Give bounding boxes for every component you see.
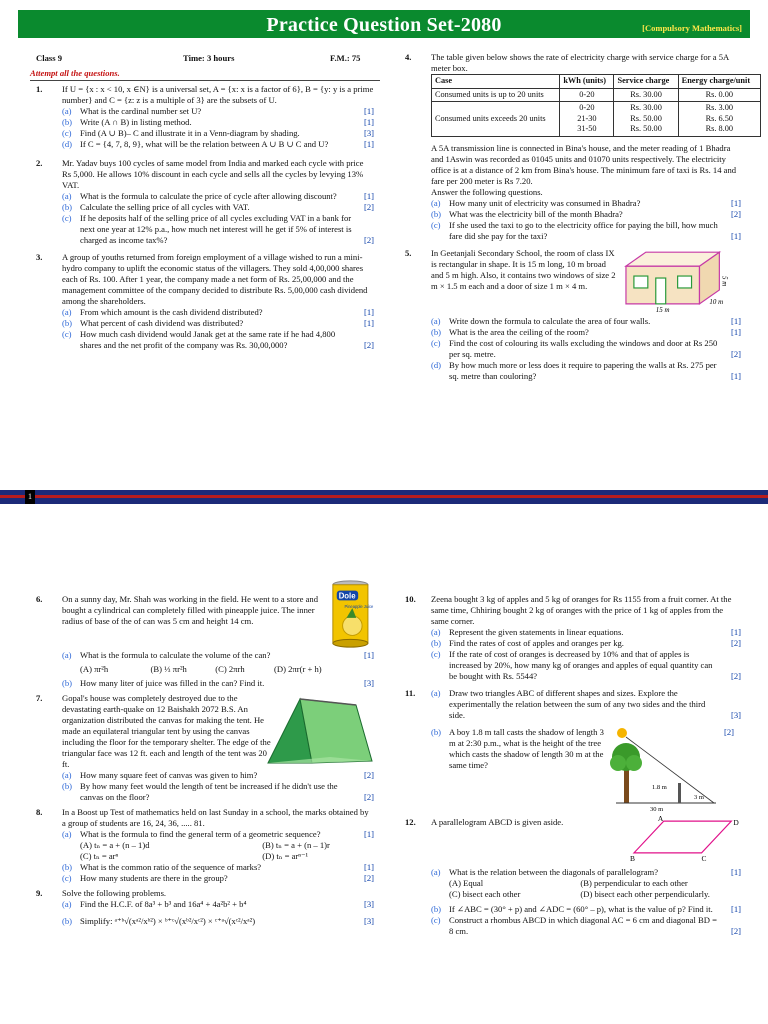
- part-marks: [2]: [363, 770, 374, 780]
- question-part: [62, 307, 374, 318]
- can-brand: Dole: [338, 591, 356, 601]
- page-title: Practice Question Set-2080: [266, 14, 502, 36]
- vertex-d: D: [733, 818, 739, 828]
- question-text: A parallelogram ABCD is given aside.: [431, 817, 564, 827]
- part-text: If C = {4, 7, 8, 9}, what will be the relation between A ∪ B ∪ C and U?: [80, 139, 329, 149]
- part-label: (b): [62, 781, 73, 791]
- question-part: [62, 117, 374, 128]
- tree-shadow-figure: [610, 727, 720, 813]
- part-text: If he deposits half of the selling price of all cycles excluding VAT in a bank for next one year at 12% p.a., how much net interest will he get if 5% of interest is charged as income tax%?: [80, 213, 352, 245]
- question-text: In Geetanjali Secondary School, the room of class IX is rectangular in shape. It is 15 m long, 10 m broad and 5 m high. Also, it contains two windows of size 2 m × 1.5 m each and a door of size 1 m × 4 m.: [431, 248, 616, 292]
- question-part: [431, 209, 741, 220]
- question-part: [62, 128, 374, 139]
- part-marks: [2]: [363, 202, 374, 212]
- part-label: (a): [62, 770, 72, 780]
- part-label: (a): [431, 627, 441, 637]
- part-marks: [2]: [363, 235, 374, 245]
- table-cell: Consumed units exceeds 20 units: [432, 102, 560, 137]
- part-label: (c): [431, 338, 441, 349]
- answer-options: [431, 878, 741, 900]
- part-label: (c): [62, 128, 72, 138]
- part-text: How many unit of electricity was consumed in Bhadra?: [449, 198, 641, 209]
- marks: [2]: [724, 727, 735, 737]
- part-text: If she used the taxi to go to the electricity office for paying the bill, how much fare did she pay for the taxi?: [449, 220, 718, 242]
- table-header: Case: [432, 75, 560, 89]
- part-text: How many square feet of canvas was given to him?: [80, 770, 258, 780]
- question-number: 3.: [36, 252, 43, 262]
- question-part: [431, 327, 741, 338]
- question-part: [431, 338, 741, 360]
- option: (D) bisect each other perpendicularly.: [580, 889, 710, 899]
- part-label: (a): [62, 106, 72, 116]
- question-number: 5.: [405, 248, 412, 259]
- part-marks: [2]: [363, 792, 374, 802]
- part-b: (b) How many liter of juice was filled in the can? Find it. [3]: [62, 678, 374, 688]
- part-label: (b): [62, 202, 73, 212]
- option: (B) perpendicular to each other: [580, 878, 688, 888]
- question-part: [62, 770, 374, 781]
- part-text: What is the area the ceiling of the room?: [449, 327, 589, 338]
- question-part: [431, 649, 741, 682]
- question-part: [62, 781, 374, 803]
- question-text: In a Boost up Test of mathematics held on last Sunday in a school, the marks obtained by a group of students are 16, 24, 36, ..... 81.: [62, 807, 369, 828]
- room-figure: [620, 248, 741, 316]
- question-11: [405, 688, 741, 813]
- part-a: (a) What is the relation between the diagonals of parallelogram? [1]: [431, 867, 741, 877]
- part-label: (b): [62, 318, 73, 328]
- part-text: Write (A ∩ B) in listing method.: [80, 117, 192, 127]
- part-marks: [1]: [363, 307, 374, 317]
- part-label: (c): [62, 329, 72, 339]
- table-cell: 0-20: [560, 88, 614, 102]
- part-label: (d): [431, 360, 442, 371]
- part-marks: [2]: [730, 209, 741, 220]
- part-label: (d): [62, 139, 73, 149]
- question-part: [431, 220, 741, 242]
- part-text: How much cash dividend would Janak get at the same rate if he had 4,800 shares and the net profit of the company was Rs. 30,00,000?: [80, 329, 336, 350]
- part-marks: [1]: [730, 316, 741, 327]
- table-header: Energy charge/unit: [678, 75, 760, 89]
- question-part: [62, 191, 374, 202]
- option: (C) bisect each other: [449, 889, 521, 899]
- part-marks: [2]: [730, 349, 741, 360]
- part-text: By how much more or less does it require to papering the walls at Rs. 275 per sq. metre than couloring?: [449, 360, 717, 382]
- question-number: 9.: [36, 888, 43, 898]
- height-label: 5 m: [720, 276, 729, 287]
- question-part: [431, 198, 741, 209]
- tree-shadow-label: 30 m: [650, 806, 664, 813]
- question-text: Zeena bought 3 kg of apples and 5 kg of oranges for Rs 1155 from a fruit corner. At the same time, Chhiring bought 2 kg of oranges with the price of 1 kg of apples from the same corner.: [431, 594, 732, 626]
- part-a: (a) Draw two triangles ABC of different shapes and sizes. Explore the experimentally the relation between the sum of any two sides and the third side. [3]: [431, 688, 741, 720]
- part-text: What percent of cash dividend was distributed?: [80, 318, 244, 328]
- option: (A) tₙ = a + (n – 1)d: [80, 840, 150, 850]
- question-number: 8.: [36, 807, 43, 817]
- juice-can-image: [327, 578, 374, 650]
- vertex-b: B: [629, 853, 635, 863]
- part-b: (b) If ∠ABC = (30° + p) and ∠ADC = (60° – p), what is the value of p? Find it. [1]: [431, 904, 741, 914]
- vertex-a: A: [657, 814, 663, 824]
- part-a: (a) What is the formula to calculate the volume of the can? [1]: [62, 650, 374, 660]
- question-text: If U = {x : x < 10, x ∈N} is a universal set, A = {x: x is a factor of 6}, B = {y: y is a prime number} and C = {z: z is a multiple of 3} are the subsets of U.: [62, 84, 374, 105]
- question-text: Solve the following problems.: [62, 888, 167, 898]
- question-part: [431, 627, 741, 638]
- page-header: [18, 10, 750, 38]
- part-c: (c) How many students are there in the group? [2]: [62, 873, 374, 883]
- question-number: 4.: [405, 52, 412, 62]
- question-5: [405, 248, 741, 382]
- right-column-page2: [405, 594, 741, 941]
- part-marks: [1]: [730, 198, 741, 209]
- table-cell: Rs. 0.00: [678, 88, 760, 102]
- option: (A) πr²h: [80, 664, 109, 674]
- question-3: [36, 252, 374, 351]
- question-number: 12.: [405, 817, 416, 827]
- table-cell: Rs. 30.00: [614, 88, 678, 102]
- can-label: Pineapple Juice: [344, 604, 374, 610]
- question-number: 7.: [36, 693, 43, 703]
- question-1: [36, 84, 374, 150]
- part-b: (b) A boy 1.8 m tall casts the shadow of length 3 m at 2:30 p.m., what is the height of the tree which casts the shadow of length 30 m at the same time?: [431, 727, 604, 770]
- part-marks: [1]: [363, 117, 374, 127]
- length-label: 15 m: [655, 305, 670, 314]
- table-header: kWh (units): [560, 75, 614, 89]
- question-part: [431, 360, 741, 382]
- parallelogram-figure: [630, 813, 741, 863]
- answer-options: [62, 664, 374, 675]
- right-column-page1: [405, 52, 751, 386]
- full-marks-label: F.M.: 75: [330, 53, 361, 63]
- boy-height-label: 1.8 m: [652, 784, 667, 791]
- question-part: [431, 316, 741, 327]
- part-text: Write down the formula to calculate the area of four walls.: [449, 316, 651, 327]
- part-marks: [2]: [363, 340, 374, 350]
- answer-options: [62, 840, 374, 862]
- part-label: (a): [431, 198, 441, 209]
- question-number: 11.: [405, 688, 416, 698]
- question-number: 1.: [36, 84, 43, 94]
- part-text: What is the formula to calculate the price of cycle after allowing discount?: [80, 191, 337, 201]
- part-text: From which amount is the cash dividend distributed?: [80, 307, 263, 317]
- option: (A) Equal: [449, 878, 484, 888]
- question-number: 2.: [36, 158, 43, 168]
- question-text: On a sunny day, Mr. Shah was working in the field. He went to a store and bought a cylindrical can completely filled with pineapple juice. The inner radius of base of the of can was 5 cm and height 14 cm.: [62, 594, 319, 626]
- part-label: (c): [62, 213, 72, 223]
- part-label: (b): [431, 209, 442, 220]
- question-part: [431, 638, 741, 649]
- option: (B) tₙ = a + (n – 1)r: [262, 840, 330, 850]
- part-b: (b) Simplify: ᵃ⁺ᵇ√(xᵃ²/xᵇ²) × ᵇ⁺ᶜ√(xᵇ²/xᶜ²) × ᶜ⁺ᵃ√(xᶜ²/xᵃ²) [3]: [62, 916, 374, 926]
- part-text: What is the cardinal number set U?: [80, 106, 202, 116]
- table-cell: Rs. 3.00 Rs. 6.50 Rs. 8.00: [678, 102, 760, 137]
- part-marks: [1]: [730, 231, 741, 242]
- part-marks: [3]: [363, 128, 374, 138]
- time-label: Time: 3 hours: [183, 53, 235, 63]
- question-part: [62, 106, 374, 117]
- part-label: (c): [431, 220, 441, 231]
- option: (D) tₙ = arⁿ⁻¹: [262, 851, 309, 861]
- question-number: 10.: [405, 594, 416, 604]
- part-label: (b): [431, 638, 442, 648]
- page-separator: [0, 490, 768, 504]
- part-label: (a): [431, 316, 441, 327]
- part-text: Find the cost of colouring its walls excluding the windows and door at Rs 250 per sq. metre.: [449, 338, 718, 360]
- part-marks: [1]: [730, 327, 741, 338]
- part-text: Calculate the selling price of all cycles with VAT.: [80, 202, 250, 212]
- instruction: Attempt all the questions.: [30, 68, 120, 78]
- question-text: Gopal's house was completely destroyed due to the devastating earth-quake on 12 Baishakh 2072 B.S. An organization distributed the canvas for making the tent. He made an equilateral triangular tent by using the canvas including the floor for the temporary shelter. The edge of the triangular face was 12 ft. each and length of the tent was 20 ft.: [62, 693, 271, 769]
- option: (B) ⅓ πr²h: [150, 664, 187, 674]
- boy-shadow-label: 3 m: [694, 794, 704, 801]
- part-marks: [2]: [730, 638, 741, 648]
- part-label: (c): [431, 649, 441, 659]
- vertex-c: C: [701, 853, 707, 863]
- question-part: [62, 318, 374, 329]
- question-paragraph: A 5A transmission line is connected in Bina's house, and the meter reading of 1 Bhadra and 1Aswin was recorded as 01045 units and 01070 units respectively. The electricity office is at a distance of 2 km from Bina's house. The minimum fare of taxi is Rs. 14 and fare per 200 meter is Rs 7.20.: [431, 143, 737, 187]
- option: (C) 2πrh: [215, 664, 245, 674]
- question-part: [62, 139, 374, 150]
- page-number: 1: [25, 490, 35, 504]
- question-2: [36, 158, 374, 246]
- part-text: Find the rates of cost of apples and oranges per kg.: [449, 638, 624, 648]
- part-c: (c) Construct a rhombus ABCD in which diagonal AC = 6 cm and diagonal BD = 8 cm. [2]: [431, 915, 741, 936]
- question-9: [36, 888, 374, 927]
- part-b: (b) What is the common ratio of the sequence of marks? [1]: [62, 862, 374, 872]
- part-a: (a) What is the formula to find the general term of a geometric sequence? [1]: [62, 829, 374, 839]
- part-label: (b): [431, 327, 442, 338]
- part-marks: [2]: [730, 671, 741, 681]
- part-text: If the rate of cost of oranges is decreased by 10% and that of apples is increased by 20%, how many kg of oranges and apples of equal quantity can be bought with Rs. 5544?: [449, 649, 713, 681]
- question-number: 6.: [36, 594, 43, 604]
- table-cell: 0-20 21-30 31-50: [560, 102, 614, 137]
- answer-instruction: Answer the following questions.: [431, 187, 543, 198]
- part-text: By how many feet would the length of tent be increased if he didn't use the canvas on the floor?: [80, 781, 338, 802]
- part-marks: [1]: [363, 139, 374, 149]
- part-marks: [1]: [730, 371, 741, 382]
- divider: [30, 80, 380, 81]
- subject-label: [Compulsory Mathematics]: [642, 23, 742, 33]
- part-text: Find (A ∪ B)– C and illustrate it in a Venn-diagram by shading.: [80, 128, 300, 138]
- part-text: Represent the given statements in linear equations.: [449, 627, 624, 637]
- table-row: [432, 88, 761, 102]
- option: (C) tₙ = arⁿ: [80, 851, 119, 861]
- table-header: Service charge: [614, 75, 678, 89]
- part-a: (a) Find the H.C.F. of 8a³ + b³ and 16a⁴ + 4a²b² + b⁴ [3]: [62, 899, 374, 909]
- part-marks: [1]: [363, 106, 374, 116]
- question-text: The table given below shows the rate of electricity charge with service charge for a 5A meter box.: [431, 52, 729, 73]
- tent-image: [260, 691, 380, 771]
- part-text: What was the electricity bill of the month Bhadra?: [449, 209, 623, 220]
- table-row: [432, 102, 761, 137]
- question-part: [62, 329, 374, 351]
- breadth-label: 10 m: [709, 297, 723, 306]
- part-label: (a): [62, 191, 72, 201]
- question-part: [62, 202, 374, 213]
- part-label: (a): [62, 307, 72, 317]
- part-marks: [1]: [363, 191, 374, 201]
- table-cell: Rs. 30.00 Rs. 50.00 Rs. 50.00: [614, 102, 678, 137]
- option: (D) 2πr(r + h): [274, 664, 322, 674]
- question-4: [405, 52, 751, 242]
- question-part: [62, 213, 374, 246]
- table-cell: Consumed units is up to 20 units: [432, 88, 560, 102]
- question-text: Mr. Yadav buys 100 cycles of same model from India and marked each cycle with price Rs 5,000. He allows 10% discount in each cycle and sells all the cycles by levying 13% VAT.: [62, 158, 364, 190]
- left-column-page1: [36, 84, 374, 355]
- left-column-page2: [36, 591, 374, 931]
- question-text: A group of youths returned from foreign employment of a village wished to run a mini-hydro company to uplift the economic status of the villagers. They sold 4,00,000 shares each of Rs. 100. After 1 year, the company made a net form of Rs. 25,00,000 and the management committee of the company decided to distribute Rs. 5,00,000 cash dividend among the shareholders.: [62, 252, 368, 306]
- part-marks: [1]: [363, 318, 374, 328]
- question-6: [36, 591, 374, 689]
- part-marks: [1]: [730, 627, 741, 637]
- question-7: [36, 693, 374, 803]
- part-label: (b): [62, 117, 73, 127]
- electricity-rate-table: [431, 74, 761, 137]
- question-12: [405, 814, 741, 937]
- question-8: [36, 807, 374, 884]
- question-10: [405, 594, 741, 682]
- class-label: Class 9: [36, 53, 63, 63]
